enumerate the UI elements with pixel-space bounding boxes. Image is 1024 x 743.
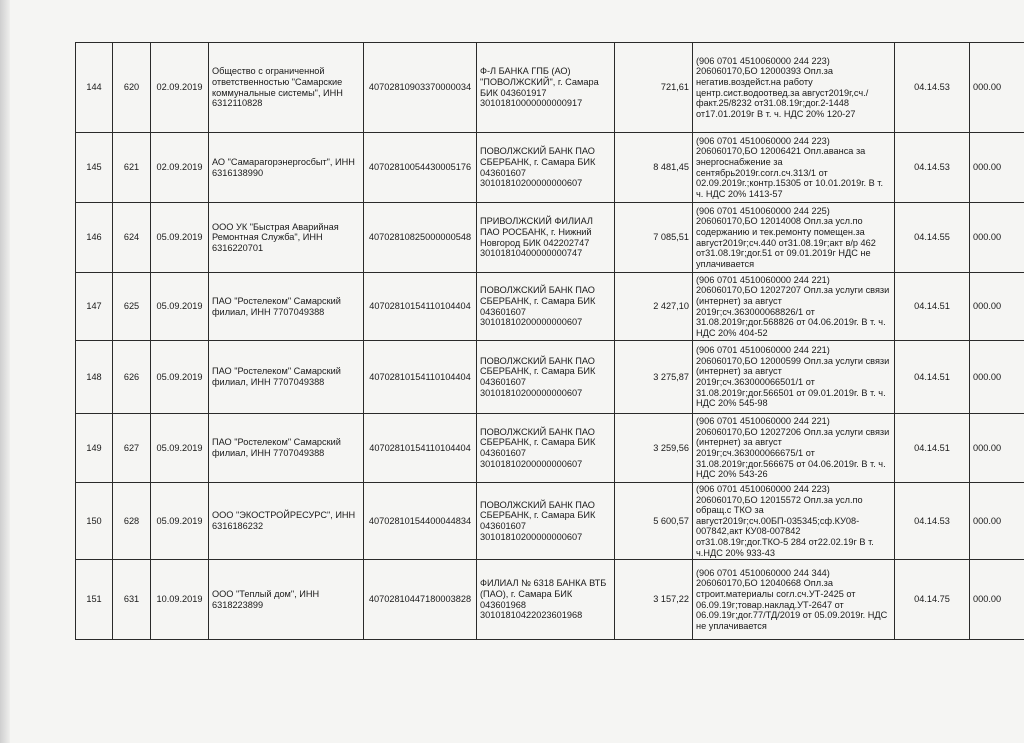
table-row — [76, 273, 1024, 341]
document-number-cell: 625 — [113, 273, 151, 341]
trailing-code-cell: 000.00 — [970, 560, 1024, 640]
row-number-cell: 147 — [76, 273, 113, 341]
amount-cell: 3 259,56 — [615, 414, 693, 483]
payment-purpose-cell: (906 0701 4510060000 244 223) 206060170,БО 12000393 Опл.за негатив.воздейст.на работу центр.сист.водоотвед.за август2019г,сч./факт.25/8232 от31.08.19г;дог.2-1448 от17.01.2019г В т. ч. НДС 20% 120-27 — [693, 43, 895, 133]
budget-code-cell: 04.14.75 — [895, 560, 970, 640]
payment-purpose-cell: (906 0701 4510060000 244 221) 206060170,БО 12027207 Опл.за услуги связи (интернет) за август 2019г;сч.363000068826/1 от 31.08.2019г;дог.568826 от 04.06.2019г. В т. ч. НДС 20% 404-52 — [693, 273, 895, 341]
payment-purpose-cell: (906 0701 4510060000 244 223) 206060170,БО 12006421 Опл.аванса за энергоснабжение за сентябрь2019г.согл.сч.313/1 от 02.09.2019г.;контр.15305 от 10.01.2019г. В т. ч. НДС 20% 1413-57 — [693, 133, 895, 203]
trailing-code-cell: 000.00 — [970, 341, 1024, 414]
budget-code-cell: 04.14.53 — [895, 483, 970, 560]
account-cell: 40702810154110104404 — [364, 341, 477, 414]
amount-cell: 2 427,10 — [615, 273, 693, 341]
bank-cell: Ф-Л БАНКА ГПБ (АО) "ПОВОЛЖСКИЙ", г. Самара БИК 043601917 30101810000000000917 — [477, 43, 615, 133]
account-cell: 40702810054430005176 — [364, 133, 477, 203]
document-number-cell: 621 — [113, 133, 151, 203]
table-row — [76, 133, 1024, 203]
row-number-cell: 149 — [76, 414, 113, 483]
payee-cell: ПАО "Ростелеком" Самарский филиал, ИНН 7707049388 — [209, 414, 364, 483]
row-number-cell: 144 — [76, 43, 113, 133]
table-row — [76, 341, 1024, 414]
table-row — [76, 414, 1024, 483]
document-number-cell: 624 — [113, 203, 151, 273]
trailing-code-cell: 000.00 — [970, 414, 1024, 483]
document-number-cell: 628 — [113, 483, 151, 560]
bank-cell: ПОВОЛЖСКИЙ БАНК ПАО СБЕРБАНК, г. Самара БИК 043601607 30101810200000000607 — [477, 273, 615, 341]
amount-cell: 721,61 — [615, 43, 693, 133]
date-cell: 05.09.2019 — [151, 203, 209, 273]
payee-cell: ООО "ЭКОСТРОЙРЕСУРС", ИНН 6316186232 — [209, 483, 364, 560]
row-number-cell: 151 — [76, 560, 113, 640]
payee-cell: АО "Самарагорэнергосбыт", ИНН 6316138990 — [209, 133, 364, 203]
document-number-cell: 627 — [113, 414, 151, 483]
table-row — [76, 203, 1024, 273]
account-cell: 40702810825000000548 — [364, 203, 477, 273]
account-cell: 40702810154400044834 — [364, 483, 477, 560]
payee-cell: ООО УК "Быстрая Аварийная Ремонтная Служба", ИНН 6316220701 — [209, 203, 364, 273]
payment-purpose-cell: (906 0701 4510060000 244 344) 206060170,БО 12040668 Опл.за строит.материалы согл.сч.УТ-2425 от 06.09.19г;товар.наклад.УТ-2647 от 06.09.19г;дог.77/ТД/2019 от 05.09.2019г. НДС не уплачивается — [693, 560, 895, 640]
date-cell: 05.09.2019 — [151, 414, 209, 483]
amount-cell: 7 085,51 — [615, 203, 693, 273]
bank-cell: ПОВОЛЖСКИЙ БАНК ПАО СБЕРБАНК, г. Самара БИК 043601607 30101810200000000607 — [477, 341, 615, 414]
date-cell: 05.09.2019 — [151, 341, 209, 414]
account-cell: 40702810154110104404 — [364, 273, 477, 341]
account-cell: 40702810903370000034 — [364, 43, 477, 133]
budget-code-cell: 04.14.51 — [895, 341, 970, 414]
table-row — [76, 560, 1024, 640]
payee-cell: Общество с ограниченной ответственностью "Самарские коммунальные системы", ИНН 6312110828 — [209, 43, 364, 133]
amount-cell: 3 157,22 — [615, 560, 693, 640]
date-cell: 05.09.2019 — [151, 483, 209, 560]
scan-edge-shadow — [0, 0, 10, 743]
trailing-code-cell: 000.00 — [970, 273, 1024, 341]
payment-purpose-cell: (906 0701 4510060000 244 221) 206060170,БО 12000599 Опл.за услуги связи (интернет) за август 2019г;сч.363000066501/1 от 31.08.2019г;дог.566501 от 09.01.2019г. В т. ч. НДС 20% 545-98 — [693, 341, 895, 414]
date-cell: 05.09.2019 — [151, 273, 209, 341]
row-number-cell: 148 — [76, 341, 113, 414]
bank-cell: ПОВОЛЖСКИЙ БАНК ПАО СБЕРБАНК, г. Самара БИК 043601607 30101810200000000607 — [477, 414, 615, 483]
document-number-cell: 626 — [113, 341, 151, 414]
amount-cell: 3 275,87 — [615, 341, 693, 414]
bank-cell: ФИЛИАЛ № 6318 БАНКА ВТБ (ПАО), г. Самара БИК 043601968 30101810422023601968 — [477, 560, 615, 640]
row-number-cell: 145 — [76, 133, 113, 203]
payment-purpose-cell: (906 0701 4510060000 244 225) 206060170,БО 12014008 Опл.за усл.по содержанию и тек.ремонту помещен.за август2019г;сч.440 от31.08.19г;акт в/р 462 от31.08.19г;дог.51 от 09.01.2019г НДС не уплачивается — [693, 203, 895, 273]
payment-purpose-cell: (906 0701 4510060000 244 221) 206060170,БО 12027206 Опл.за услуги связи (интернет) за август 2019г;сч.363000066675/1 от 31.08.2019г;дог.566675 от 04.06.2019г. В т. ч. НДС 20% 543-26 — [693, 414, 895, 483]
bank-cell: ПОВОЛЖСКИЙ БАНК ПАО СБЕРБАНК, г. Самара БИК 043601607 30101810200000000607 — [477, 483, 615, 560]
bank-cell: ПОВОЛЖСКИЙ БАНК ПАО СБЕРБАНК, г. Самара БИК 043601607 30101810200000000607 — [477, 133, 615, 203]
table-row — [76, 43, 1024, 133]
table-body — [76, 43, 1024, 640]
budget-code-cell: 04.14.51 — [895, 273, 970, 341]
amount-cell: 8 481,45 — [615, 133, 693, 203]
payee-cell: ПАО "Ростелеком" Самарский филиал, ИНН 7707049388 — [209, 341, 364, 414]
trailing-code-cell: 000.00 — [970, 483, 1024, 560]
row-number-cell: 146 — [76, 203, 113, 273]
date-cell: 02.09.2019 — [151, 43, 209, 133]
trailing-code-cell: 000.00 — [970, 203, 1024, 273]
amount-cell: 5 600,57 — [615, 483, 693, 560]
budget-code-cell: 04.14.51 — [895, 414, 970, 483]
date-cell: 02.09.2019 — [151, 133, 209, 203]
document-number-cell: 631 — [113, 560, 151, 640]
budget-code-cell: 04.14.53 — [895, 133, 970, 203]
payment-purpose-cell: (906 0701 4510060000 244 223) 206060170,БО 12015572 Опл.за усл.по обращ.с ТКО за август2019г;сч.00БП-035345;сф.КУ08-007842,акт КУ08-007842 от31.08.19г;дог.ТКО-5 284 от22.02.19г В т. ч.НДС 20% 933-43 — [693, 483, 895, 560]
account-cell: 40702810447180003828 — [364, 560, 477, 640]
payee-cell: ООО "Теплый дом", ИНН 6318223899 — [209, 560, 364, 640]
budget-code-cell: 04.14.53 — [895, 43, 970, 133]
account-cell: 40702810154110104404 — [364, 414, 477, 483]
payment-register-table — [75, 42, 1024, 640]
row-number-cell: 150 — [76, 483, 113, 560]
trailing-code-cell: 000.00 — [970, 133, 1024, 203]
trailing-code-cell: 000.00 — [970, 43, 1024, 133]
payee-cell: ПАО "Ростелеком" Самарский филиал, ИНН 7707049388 — [209, 273, 364, 341]
date-cell: 10.09.2019 — [151, 560, 209, 640]
table-row — [76, 483, 1024, 560]
document-number-cell: 620 — [113, 43, 151, 133]
bank-cell: ПРИВОЛЖСКИЙ ФИЛИАЛ ПАО РОСБАНК, г. Нижний Новгород БИК 042202747 30101810400000000747 — [477, 203, 615, 273]
budget-code-cell: 04.14.55 — [895, 203, 970, 273]
